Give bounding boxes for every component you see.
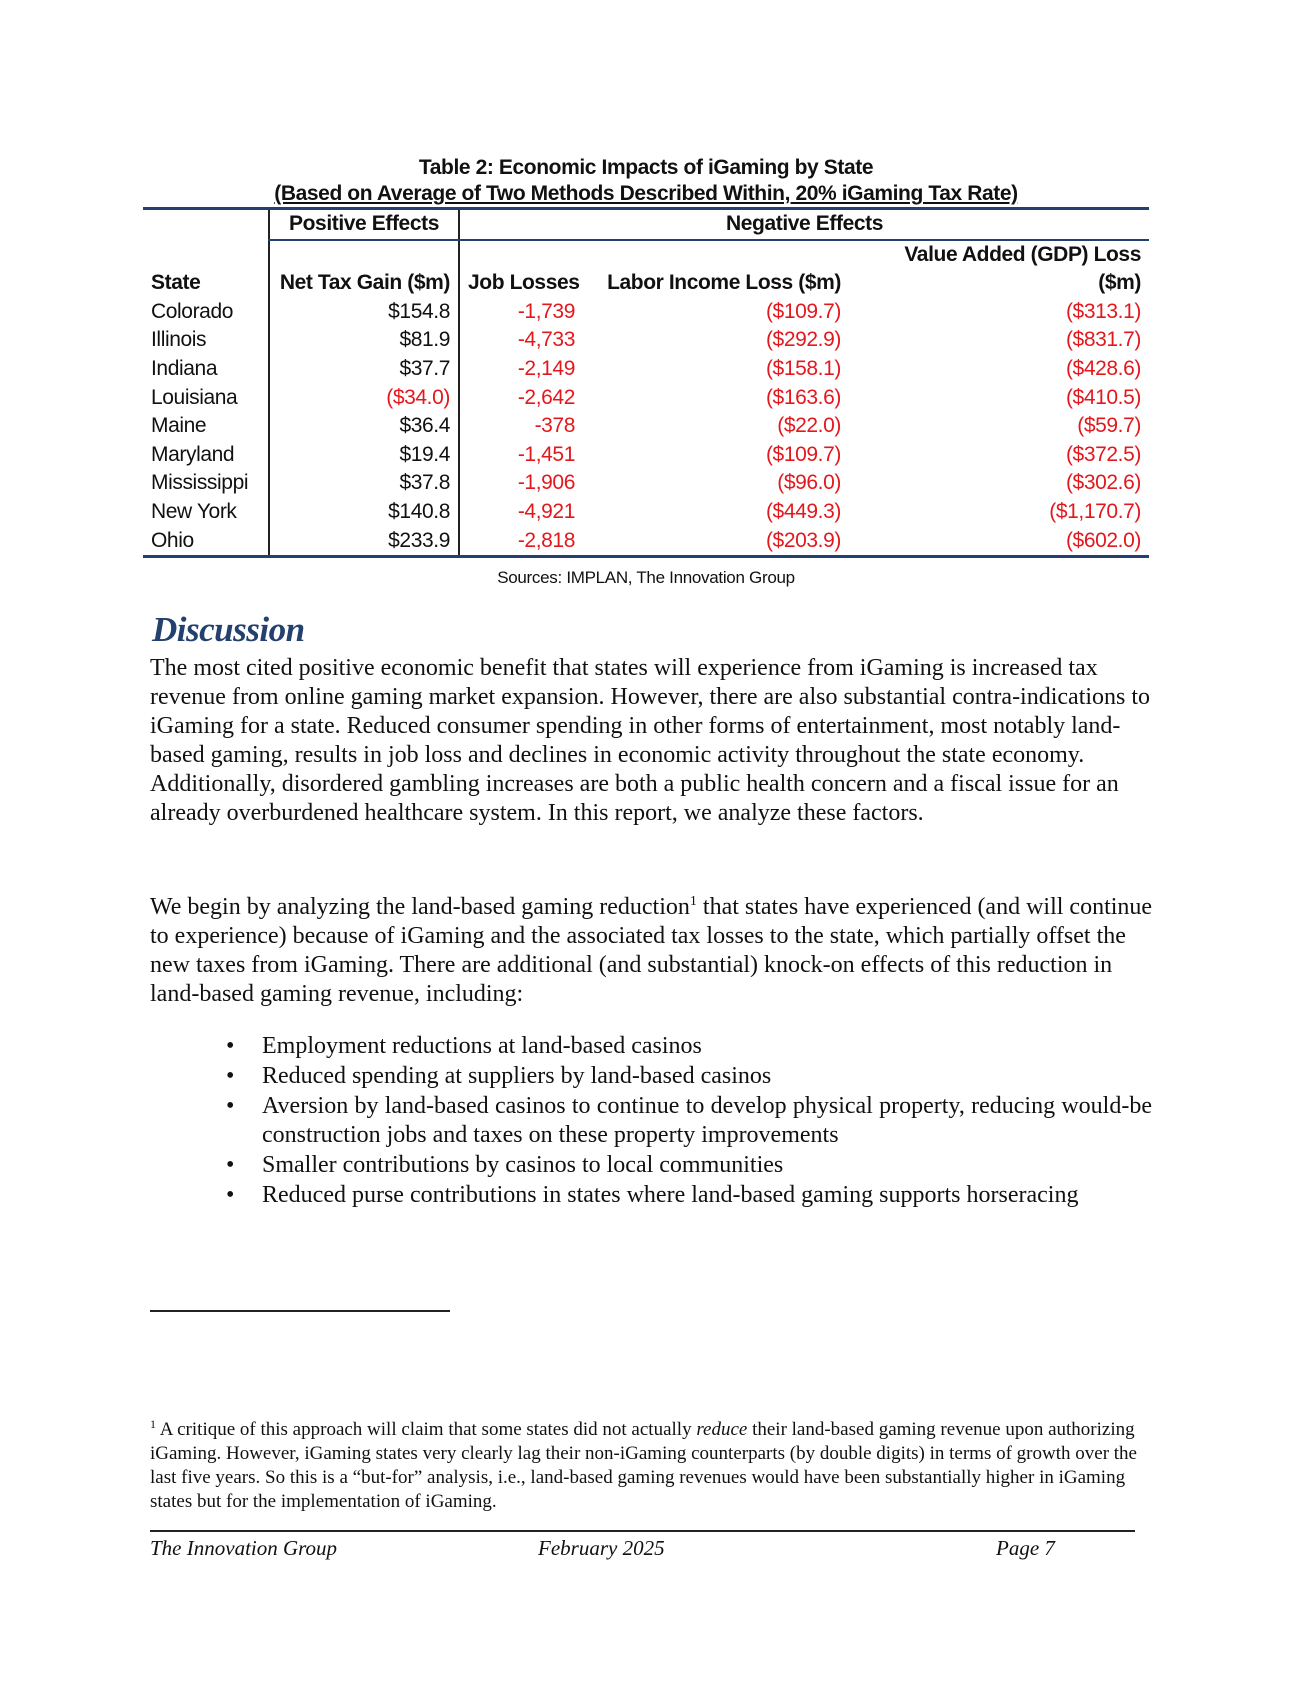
cell-labor-income-loss: ($22.0) [777, 414, 841, 438]
cell-gdp-loss: ($428.6) [1065, 356, 1141, 380]
list-item: • Reduced purse contributions in states where land-based gaming supports horseracing [226, 1182, 1079, 1208]
cell-net-tax-gain: $36.4 [269, 412, 459, 441]
cell-job-losses: -4,733 [517, 328, 575, 352]
cell-labor-income-loss: ($158.1) [765, 356, 841, 380]
group-header-positive: Positive Effects [269, 209, 459, 240]
cell-state: Illinois [151, 328, 207, 352]
group-header-negative: Negative Effects [459, 209, 1149, 240]
footnote-divider [150, 1310, 450, 1312]
cell-net-tax-gain: $140.8 [269, 498, 459, 527]
table-row [143, 355, 1149, 384]
cell-net-tax-gain: ($34.0) [269, 384, 459, 413]
footer-date: February 2025 [538, 1536, 665, 1560]
table-row [143, 498, 1149, 527]
economic-impacts-table [143, 207, 1149, 558]
table-title: Table 2: Economic Impacts of iGaming by State [418, 156, 874, 179]
footnote-ref[interactable]: 1 [689, 894, 697, 909]
col-header-job-losses: Job Losses [468, 271, 580, 295]
cell-state: Maine [151, 414, 207, 438]
cell-gdp-loss: ($302.6) [1065, 471, 1141, 495]
bullet-list [226, 1032, 1152, 1211]
cell-state: New York [151, 499, 237, 523]
cell-state: Louisiana [151, 385, 238, 409]
table-body [143, 298, 1149, 557]
col-header-gdp-loss: Value Added (GDP) Loss ($m) [904, 242, 1141, 295]
cell-gdp-loss: ($410.5) [1065, 385, 1141, 409]
section-heading: Discussion [152, 610, 305, 649]
table-subtitle: (Based on Average of Two Methods Described Within, 20% iGaming Tax Rate) [274, 182, 1018, 205]
cell-labor-income-loss: ($203.9) [765, 528, 841, 552]
cell-job-losses: -1,451 [517, 442, 575, 466]
bullet-icon: • [226, 1033, 235, 1059]
cell-job-losses: -2,818 [517, 528, 575, 552]
bullet-icon: • [226, 1152, 235, 1178]
col-header-labor-income-loss: Labor Income Loss ($m) [607, 271, 841, 295]
cell-state: Ohio [151, 528, 194, 552]
footnote: $^1$ A critique of this approach will claim that some states did not actually reduce their land-based gaming revenue upon authorizing iGaming. However, iGaming states very clearly lag their non-iGaming counterparts (by double digits) in terms of growth over the last five years. So this is a “but-for” analysis, i.e., land-based gaming revenues would have been substantially higher in iGaming states but for the implementation of iGaming. [150, 1417, 1137, 1512]
cell-gdp-loss: ($1,170.7) [1049, 499, 1141, 523]
table-row [143, 527, 1149, 557]
cell-state: Indiana [151, 356, 218, 380]
cell-job-losses: -1,906 [517, 471, 575, 495]
cell-gdp-loss: ($372.5) [1065, 442, 1141, 466]
table-sources: Sources: IMPLAN, The Innovation Group [497, 568, 795, 587]
cell-labor-income-loss: ($109.7) [765, 442, 841, 466]
table-row [143, 412, 1149, 441]
footer-divider [150, 1530, 1135, 1532]
cell-gdp-loss: ($59.7) [1077, 414, 1141, 438]
cell-net-tax-gain: $233.9 [269, 527, 459, 557]
cell-job-losses: -1,739 [517, 299, 575, 323]
cell-gdp-loss: ($602.0) [1065, 528, 1141, 552]
paragraph: We begin by analyzing the land-based gaming reduction$^1$ that states have experienced (and will continue to experience) because of iGaming and the associated tax losses to the state, which partially offset the new taxes from iGaming. There are additional (and substantial) knock-on effects of this reduction in land-based gaming revenue, including: [150, 894, 1153, 1007]
list-item: • Employment reductions at land-based casinos [226, 1033, 702, 1059]
table-row [143, 298, 1149, 327]
cell-state: Colorado [151, 299, 234, 323]
table-row [143, 441, 1149, 470]
cell-labor-income-loss: ($163.6) [765, 385, 841, 409]
bullet-icon: • [226, 1093, 235, 1119]
cell-labor-income-loss: ($449.3) [765, 499, 841, 523]
cell-net-tax-gain: $81.9 [269, 326, 459, 355]
cell-job-losses: -2,149 [517, 356, 575, 380]
cell-job-losses: -2,642 [517, 385, 575, 409]
cell-gdp-loss: ($831.7) [1065, 328, 1141, 352]
cell-labor-income-loss: ($292.9) [765, 328, 841, 352]
cell-state: Mississippi [151, 471, 249, 495]
list-item: • Aversion by land-based casinos to continue to develop physical property, reducing would-be construction jobs and taxes on these property improvements [226, 1093, 1152, 1148]
col-header-net-tax-gain: Net Tax Gain ($m) [269, 240, 459, 298]
cell-net-tax-gain: $154.8 [269, 298, 459, 327]
list-item: • Smaller contributions by casinos to local communities [226, 1152, 784, 1178]
group-header-blank [143, 209, 269, 240]
bullet-icon: • [226, 1063, 235, 1089]
footer-organization: The Innovation Group [150, 1536, 338, 1560]
table-row [143, 326, 1149, 355]
cell-job-losses: -4,921 [517, 499, 575, 523]
cell-net-tax-gain: $19.4 [269, 441, 459, 470]
cell-labor-income-loss: ($96.0) [777, 471, 841, 495]
col-header-state: State [151, 271, 201, 295]
cell-gdp-loss: ($313.1) [1065, 299, 1141, 323]
cell-labor-income-loss: ($109.7) [765, 299, 841, 323]
footer-page-number: Page 7 [996, 1536, 1055, 1560]
cell-net-tax-gain: $37.7 [269, 355, 459, 384]
bullet-icon: • [226, 1182, 235, 1208]
table-row [143, 384, 1149, 413]
table-row [143, 469, 1149, 498]
cell-job-losses: -378 [534, 414, 575, 438]
paragraph: The most cited positive economic benefit that states will experience from iGaming is increased tax revenue from online gaming market expansion. However, there are also substantial contra-indications to iGaming for a state. Reduced consumer spending in other forms of entertainment, most notably land-based gaming, results in job loss and declines in economic activity throughout the state economy. Additionally, disordered gambling increases are both a public health concern and a fiscal issue for an already overburdened healthcare system. In this report, we analyze these factors. [150, 655, 1151, 826]
cell-net-tax-gain: $37.8 [269, 469, 459, 498]
cell-state: Maryland [151, 442, 235, 466]
list-item: • Reduced spending at suppliers by land-based casinos [226, 1063, 772, 1089]
